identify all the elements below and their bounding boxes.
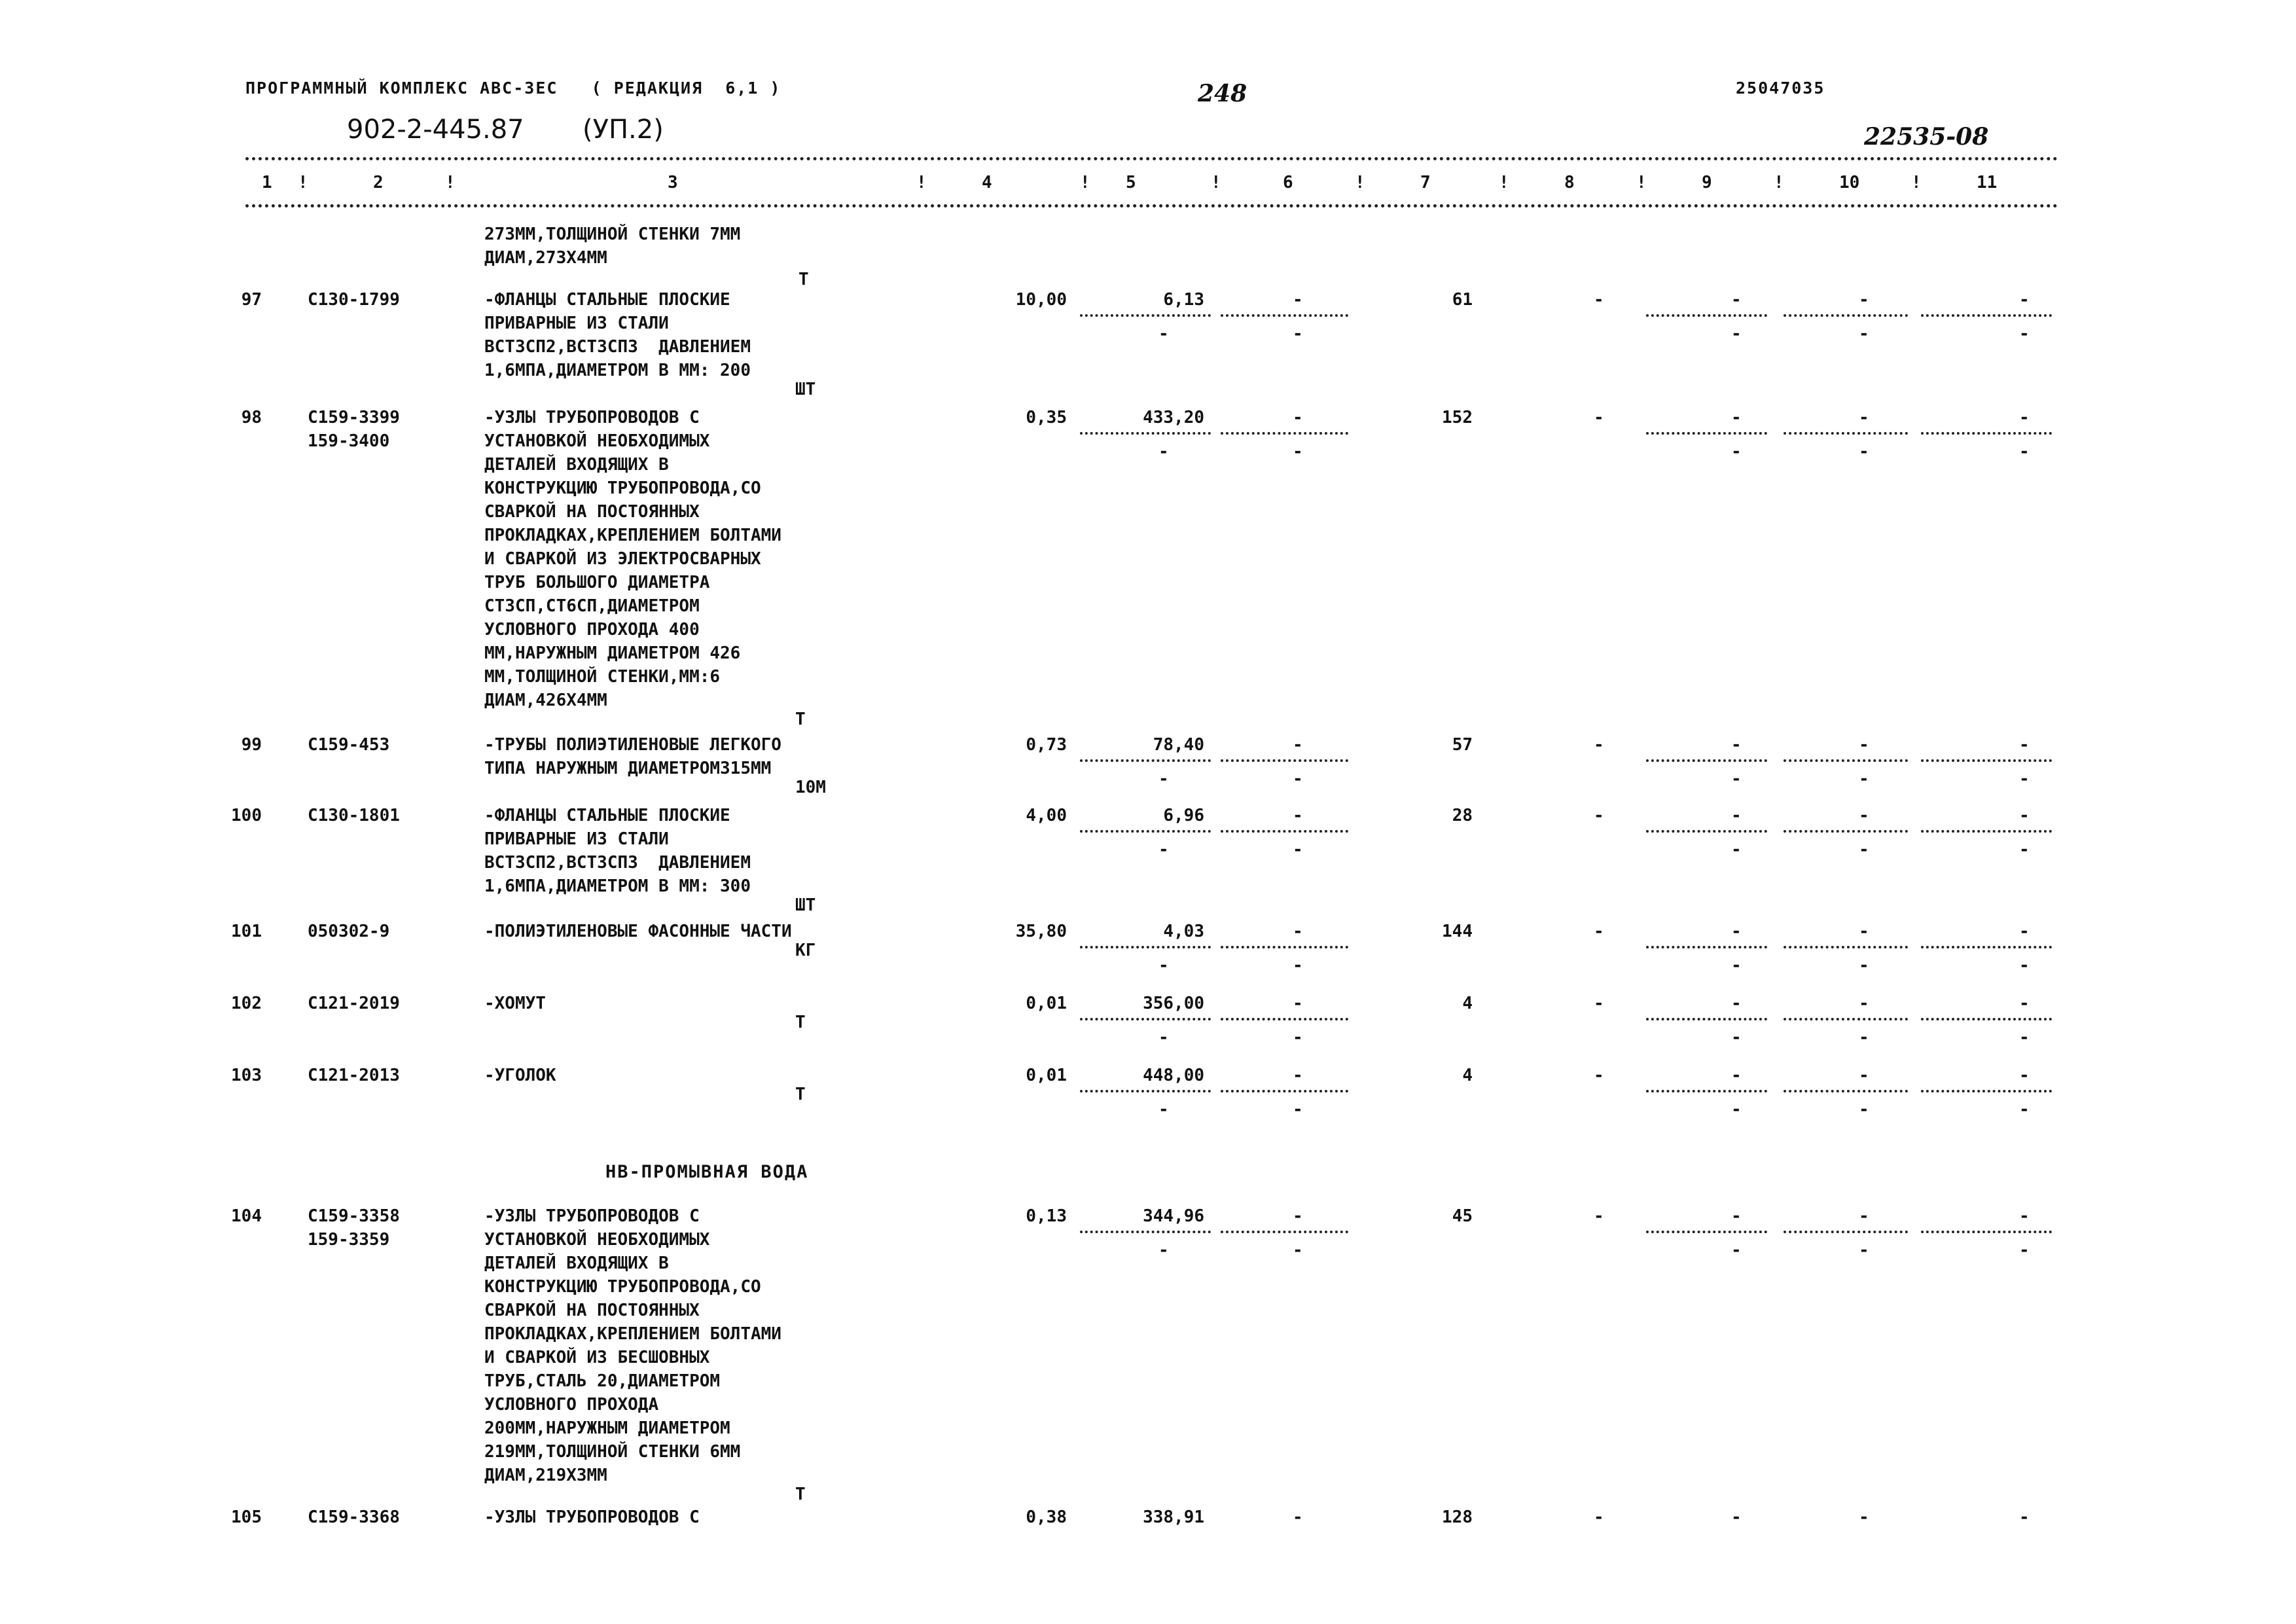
dotted-subline <box>1080 1018 1211 1020</box>
row-col7: 61 <box>1452 290 1473 310</box>
row-quantity: 10,00 <box>1015 290 1067 310</box>
row-price: 6,13 <box>1163 290 1204 310</box>
column-separator: ! <box>1355 173 1365 192</box>
row-col11: - <box>2019 1066 2030 1085</box>
row-unit: ШТ <box>795 895 816 915</box>
row-code: С121-2019 <box>308 994 400 1013</box>
dotted-subline <box>1921 432 2052 435</box>
row-col6: - <box>1293 408 1303 427</box>
row-col6: - <box>1293 735 1303 755</box>
dotted-subline <box>1080 1231 1211 1233</box>
dotted-subline <box>1080 314 1211 317</box>
row-col10: - <box>1859 408 1869 427</box>
row-price: 6,96 <box>1163 806 1204 825</box>
column-separator: ! <box>1911 173 1922 192</box>
row-unit: Т <box>795 710 806 729</box>
row-code: 050302-9 <box>308 922 390 941</box>
row-col11: - <box>2019 806 2030 825</box>
dotted-subline <box>1921 759 2052 762</box>
dash-mark: - <box>1859 840 1869 859</box>
row-code: С159-3358 159-3359 <box>308 1206 400 1250</box>
dotted-subline <box>1921 830 2052 833</box>
dotted-subline <box>1921 1231 2052 1233</box>
header-rule <box>245 204 2058 208</box>
row-col9: - <box>1731 1507 1742 1527</box>
row-number: 99 <box>241 735 262 755</box>
dash-mark: - <box>1731 442 1742 461</box>
dotted-subline <box>1784 830 1908 833</box>
dash-mark: - <box>2019 840 2030 859</box>
dotted-subline <box>1080 946 1211 948</box>
row-unit: ШТ <box>795 380 816 399</box>
row-col7: 144 <box>1442 922 1473 941</box>
row-col9: - <box>1731 922 1742 941</box>
dotted-subline <box>1921 1018 2052 1020</box>
dash-mark: - <box>2019 1100 2030 1119</box>
row-price: 338,91 <box>1143 1507 1204 1527</box>
row-col7: 152 <box>1442 408 1473 427</box>
row-number: 103 <box>231 1066 262 1085</box>
row-col10: - <box>1859 1507 1869 1527</box>
row-code: С159-453 <box>308 735 390 755</box>
dash-mark: - <box>1731 769 1742 789</box>
dash-mark: - <box>1158 442 1169 461</box>
row-col9: - <box>1731 290 1742 310</box>
row-col9: - <box>1731 806 1742 825</box>
row-number: 105 <box>231 1507 262 1527</box>
dotted-subline <box>1646 830 1767 833</box>
row-col6: - <box>1293 1206 1303 1226</box>
dotted-subline <box>1221 432 1348 435</box>
carryover-description: 273ММ,ТОЛЩИНОЙ СТЕНКИ 7ММ ДИАМ,273Х4ММ <box>484 225 741 268</box>
row-code: С121-2013 <box>308 1066 400 1085</box>
row-number: 104 <box>231 1206 262 1226</box>
row-quantity: 0,38 <box>1026 1507 1067 1527</box>
column-separator: ! <box>1499 173 1509 192</box>
page-number: 248 <box>1198 80 1247 107</box>
album-label: (УП.2) <box>583 115 664 145</box>
dash-mark: - <box>1293 324 1303 344</box>
column-header-11: 11 <box>1977 173 1998 192</box>
row-col7: 45 <box>1452 1206 1473 1226</box>
row-price: 78,40 <box>1153 735 1204 755</box>
row-col6: - <box>1293 1507 1303 1527</box>
row-quantity: 35,80 <box>1015 922 1067 941</box>
dash-mark: - <box>1293 442 1303 461</box>
column-header-4: 4 <box>982 173 992 192</box>
column-header-2: 2 <box>373 173 384 192</box>
row-col6: - <box>1293 922 1303 941</box>
column-header-5: 5 <box>1126 173 1136 192</box>
dash-mark: - <box>1158 324 1169 344</box>
dotted-subline <box>1784 1090 1908 1092</box>
row-price: 344,96 <box>1143 1206 1204 1226</box>
row-description: -ТРУБЫ ПОЛИЭТИЛЕНОВЫЕ ЛЕГКОГО ТИПА НАРУЖНЫМ ДИАМЕТРОМ315ММ <box>484 735 781 778</box>
row-col10: - <box>1859 1206 1869 1226</box>
row-unit: Т <box>795 1085 806 1104</box>
dash-mark: - <box>1158 956 1169 975</box>
row-description: -УЗЛЫ ТРУБОПРОВОДОВ С <box>484 1507 700 1527</box>
row-col11: - <box>2019 290 2030 310</box>
dash-mark: - <box>1731 1240 1742 1260</box>
row-quantity: 0,01 <box>1026 1066 1067 1085</box>
dash-mark: - <box>2019 1240 2030 1260</box>
row-col8: - <box>1594 1507 1604 1527</box>
dotted-subline <box>1784 946 1908 948</box>
row-code: С159-3368 <box>308 1507 400 1527</box>
dash-mark: - <box>1293 769 1303 789</box>
row-quantity: 0,01 <box>1026 994 1067 1013</box>
column-separator: ! <box>445 173 456 192</box>
column-header-3: 3 <box>668 173 678 192</box>
column-header-8: 8 <box>1564 173 1575 192</box>
dash-mark: - <box>2019 324 2030 344</box>
column-header-7: 7 <box>1420 173 1431 192</box>
dotted-subline <box>1221 1231 1348 1233</box>
row-col11: - <box>2019 1507 2030 1527</box>
dotted-subline <box>1646 1090 1767 1092</box>
dash-mark: - <box>1158 1240 1169 1260</box>
row-price: 448,00 <box>1143 1066 1204 1085</box>
row-code: С159-3399 159-3400 <box>308 408 400 451</box>
dotted-subline <box>1221 946 1348 948</box>
sheet-code: 22535-08 <box>1864 123 1989 151</box>
row-col8: - <box>1594 735 1604 755</box>
row-col10: - <box>1859 1066 1869 1085</box>
row-col10: - <box>1859 735 1869 755</box>
dash-mark: - <box>1158 840 1169 859</box>
column-separator: ! <box>1636 173 1647 192</box>
dotted-subline <box>1646 314 1767 317</box>
dotted-subline <box>1921 1090 2052 1092</box>
row-quantity: 4,00 <box>1026 806 1067 825</box>
row-description: -УЗЛЫ ТРУБОПРОВОДОВ С УСТАНОВКОЙ НЕОБХОДИМЫХ ДЕТАЛЕЙ ВХОДЯЩИХ В КОНСТРУКЦИЮ ТРУБОПРОВОДА,СО СВАРКОЙ НА ПОСТОЯННЫХ ПРОКЛАДКАХ,КРЕПЛЕНИЕМ БОЛТАМИ И СВАРКОЙ ИЗ ЭЛЕКТРОСВАРНЫХ ТРУБ БОЛЬШОГО ДИАМЕТРА СТ3СП,СТ6СП,ДИАМЕТРОМ УСЛОВНОГО ПРОХОДА 400 ММ,НАРУЖНЫМ ДИАМЕТРОМ 426 ММ,ТОЛЩИНОЙ СТЕНКИ,ММ:6 ДИАМ,426Х4ММ <box>484 408 781 710</box>
row-col9: - <box>1731 994 1742 1013</box>
row-number: 101 <box>231 922 262 941</box>
dash-mark: - <box>1731 1100 1742 1119</box>
dash-mark: - <box>1731 840 1742 859</box>
dash-mark: - <box>1158 1028 1169 1047</box>
row-col11: - <box>2019 994 2030 1013</box>
dash-mark: - <box>1158 769 1169 789</box>
dash-mark: - <box>2019 1028 2030 1047</box>
row-col7: 4 <box>1462 994 1473 1013</box>
column-header-6: 6 <box>1283 173 1293 192</box>
dash-mark: - <box>2019 442 2030 461</box>
row-price: 356,00 <box>1143 994 1204 1013</box>
row-col9: - <box>1731 735 1742 755</box>
dotted-subline <box>1921 314 2052 317</box>
dash-mark: - <box>2019 769 2030 789</box>
dotted-subline <box>1921 946 2052 948</box>
row-col6: - <box>1293 1066 1303 1085</box>
dash-mark: - <box>1293 1028 1303 1047</box>
dash-mark: - <box>1859 769 1869 789</box>
row-description: -УЗЛЫ ТРУБОПРОВОДОВ С УСТАНОВКОЙ НЕОБХОДИМЫХ ДЕТАЛЕЙ ВХОДЯЩИХ В КОНСТРУКЦИЮ ТРУБОПРОВОДА,СО СВАРКОЙ НА ПОСТОЯННЫХ ПРОКЛАДКАХ,КРЕПЛЕНИЕМ БОЛТАМИ И СВАРКОЙ ИЗ БЕСШОВНЫХ ТРУБ,СТАЛЬ 20,ДИАМЕТРОМ УСЛОВНОГО ПРОХОДА 200ММ,НАРУЖНЫМ ДИАМЕТРОМ 219ММ,ТОЛЩИНОЙ СТЕНКИ 6ММ ДИАМ,219Х3ММ <box>484 1206 781 1485</box>
dash-mark: - <box>2019 956 2030 975</box>
row-quantity: 0,73 <box>1026 735 1067 755</box>
row-number: 98 <box>241 408 262 427</box>
document-code: 25047035 <box>1736 79 1825 98</box>
dash-mark: - <box>1859 1240 1869 1260</box>
row-col10: - <box>1859 994 1869 1013</box>
row-col11: - <box>2019 735 2030 755</box>
dash-mark: - <box>1859 442 1869 461</box>
doc-number: 902-2-445.87 <box>347 115 524 145</box>
dash-mark: - <box>1731 956 1742 975</box>
row-number: 97 <box>241 290 262 310</box>
dash-mark: - <box>1293 956 1303 975</box>
row-col6: - <box>1293 290 1303 310</box>
dotted-subline <box>1221 1090 1348 1092</box>
row-unit: 10М <box>795 778 826 797</box>
row-col9: - <box>1731 1206 1742 1226</box>
row-code: С130-1799 <box>308 290 400 310</box>
row-price: 4,03 <box>1163 922 1204 941</box>
row-col8: - <box>1594 1206 1604 1226</box>
dotted-subline <box>1784 432 1908 435</box>
dotted-subline <box>1646 1231 1767 1233</box>
row-unit: Т <box>795 1485 806 1504</box>
row-col6: - <box>1293 994 1303 1013</box>
dash-mark: - <box>1731 1028 1742 1047</box>
dotted-subline <box>1646 1018 1767 1020</box>
dotted-subline <box>1784 1018 1908 1020</box>
row-col8: - <box>1594 994 1604 1013</box>
dotted-subline <box>1080 830 1211 833</box>
dotted-subline <box>1646 432 1767 435</box>
dotted-subline <box>1221 759 1348 762</box>
top-rule <box>245 157 2058 160</box>
row-col10: - <box>1859 922 1869 941</box>
row-col7: 57 <box>1452 735 1473 755</box>
dotted-subline <box>1080 432 1211 435</box>
row-col7: 4 <box>1462 1066 1473 1085</box>
dotted-subline <box>1221 830 1348 833</box>
row-price: 433,20 <box>1143 408 1204 427</box>
row-col9: - <box>1731 408 1742 427</box>
carryover-unit: Т <box>798 270 809 289</box>
row-description: -ПОЛИЭТИЛЕНОВЫЕ ФАСОННЫЕ ЧАСТИ <box>484 922 792 941</box>
dotted-subline <box>1080 1090 1211 1092</box>
dotted-subline <box>1646 946 1767 948</box>
column-separator: ! <box>298 173 308 192</box>
row-col8: - <box>1594 408 1604 427</box>
row-col11: - <box>2019 922 2030 941</box>
row-col11: - <box>2019 1206 2030 1226</box>
row-number: 100 <box>231 806 262 825</box>
row-description: -УГОЛОК <box>484 1066 556 1085</box>
dash-mark: - <box>1158 1100 1169 1119</box>
column-header-9: 9 <box>1702 173 1712 192</box>
row-quantity: 0,35 <box>1026 408 1067 427</box>
row-description: -ХОМУТ <box>484 994 546 1013</box>
row-col8: - <box>1594 1066 1604 1085</box>
row-col8: - <box>1594 922 1604 941</box>
row-description: -ФЛАНЦЫ СТАЛЬНЫЕ ПЛОСКИЕ ПРИВАРНЫЕ ИЗ СТАЛИ ВСТ3СП2,ВСТ3СП3 ДАВЛЕНИЕМ 1,6МПА,ДИАМЕТРОМ В ММ: 200 <box>484 290 751 380</box>
dash-mark: - <box>1859 956 1869 975</box>
row-col8: - <box>1594 806 1604 825</box>
row-col11: - <box>2019 408 2030 427</box>
program-title: ПРОГРАММНЫЙ КОМПЛЕКС АВС-ЗЕС ( РЕДАКЦИЯ 6,1 ) <box>245 79 781 98</box>
row-col10: - <box>1859 806 1869 825</box>
row-col8: - <box>1594 290 1604 310</box>
dash-mark: - <box>1731 324 1742 344</box>
row-unit: КГ <box>795 941 816 960</box>
row-col10: - <box>1859 290 1869 310</box>
column-header-1: 1 <box>262 173 272 192</box>
dotted-subline <box>1646 759 1767 762</box>
row-number: 102 <box>231 994 262 1013</box>
column-separator: ! <box>916 173 927 192</box>
dotted-subline <box>1221 314 1348 317</box>
row-unit: Т <box>795 1013 806 1032</box>
column-header-10: 10 <box>1839 173 1860 192</box>
dotted-subline <box>1784 314 1908 317</box>
dash-mark: - <box>1293 1100 1303 1119</box>
row-col7: 28 <box>1452 806 1473 825</box>
dash-mark: - <box>1293 1240 1303 1260</box>
dotted-subline <box>1080 759 1211 762</box>
dash-mark: - <box>1859 324 1869 344</box>
row-code: С130-1801 <box>308 806 400 825</box>
dash-mark: - <box>1859 1100 1869 1119</box>
dotted-subline <box>1784 759 1908 762</box>
row-description: -ФЛАНЦЫ СТАЛЬНЫЕ ПЛОСКИЕ ПРИВАРНЫЕ ИЗ СТАЛИ ВСТ3СП2,ВСТ3СП3 ДАВЛЕНИЕМ 1,6МПА,ДИАМЕТРОМ В ММ: 300 <box>484 806 751 896</box>
dotted-subline <box>1784 1231 1908 1233</box>
column-separator: ! <box>1774 173 1784 192</box>
dash-mark: - <box>1859 1028 1869 1047</box>
row-col9: - <box>1731 1066 1742 1085</box>
row-col6: - <box>1293 806 1303 825</box>
column-separator: ! <box>1211 173 1221 192</box>
dash-mark: - <box>1293 840 1303 859</box>
dotted-subline <box>1221 1018 1348 1020</box>
section-title: НВ-ПРОМЫВНАЯ ВОДА <box>605 1162 809 1182</box>
column-separator: ! <box>1080 173 1090 192</box>
row-col7: 128 <box>1442 1507 1473 1527</box>
row-quantity: 0,13 <box>1026 1206 1067 1226</box>
